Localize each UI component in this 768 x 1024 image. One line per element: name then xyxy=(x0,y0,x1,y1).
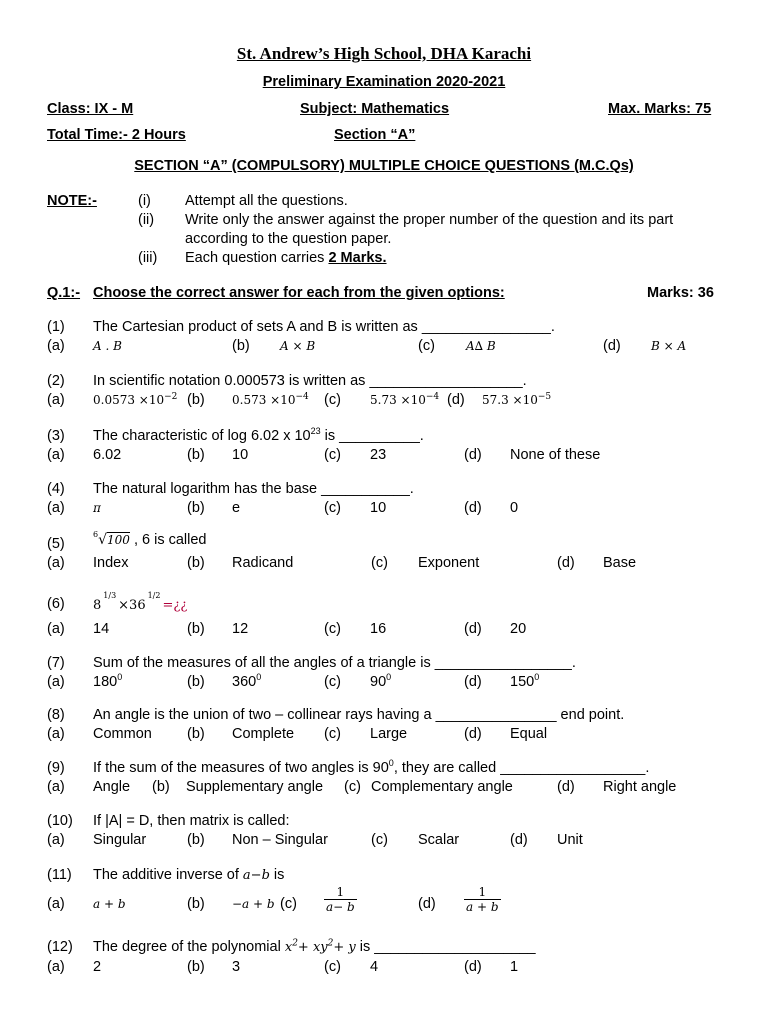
option-d: 1 xyxy=(510,959,519,975)
option-label-d: (d) xyxy=(464,674,482,690)
option-c: 4 xyxy=(370,959,379,975)
option-label-a: (a) xyxy=(47,896,65,912)
option-label-a: (a) xyxy=(47,674,65,690)
option-a: Index xyxy=(93,555,129,571)
note-bold: 2 Marks. xyxy=(328,250,387,266)
option-label-b: (b) xyxy=(187,959,205,975)
option-d: 20 xyxy=(510,621,527,637)
subject-label: Subject: Mathematics xyxy=(300,101,450,117)
question-text xyxy=(93,939,536,955)
total-time-label: Total Time:- 2 Hours xyxy=(47,127,186,143)
option-d: Equal xyxy=(510,726,548,742)
note-num: (i) xyxy=(138,193,151,209)
text-part: The characteristic of log 6.02 x 10 xyxy=(93,428,311,444)
question-number: (3) xyxy=(47,428,65,444)
exponent: −4 xyxy=(295,392,309,402)
text-part: , 6 is called xyxy=(129,532,207,548)
degree: 0 xyxy=(117,672,123,683)
degree: 0 xyxy=(534,672,540,683)
option-label-b: (b) xyxy=(187,555,205,571)
option-label-a: (a) xyxy=(47,392,65,408)
option-label-a: (a) xyxy=(47,832,65,848)
option-label-b: (b) xyxy=(187,392,205,408)
text-part: is ____________________ xyxy=(355,939,536,955)
math-expression: a−b xyxy=(242,868,270,883)
value: 360 xyxy=(232,674,257,690)
note-num: (ii) xyxy=(138,212,155,228)
question-text: The Cartesian product of sets A and B is written as ________________. xyxy=(93,319,555,335)
school-name: St. Andrew’s High School, DHA Karachi xyxy=(236,44,532,63)
polynomial xyxy=(285,940,356,955)
option-c xyxy=(324,885,357,914)
option-d xyxy=(510,674,539,690)
option-label-d: (d) xyxy=(557,779,575,795)
question-text: An angle is the union of two – collinear rays having a _______________ end point. xyxy=(93,707,625,723)
mantissa: 0.0573 ×10 xyxy=(93,393,165,407)
section-label: Section “A” xyxy=(334,127,416,143)
note-text: according to the question paper. xyxy=(185,231,392,247)
mantissa: 0.573 ×10 xyxy=(232,393,296,407)
option-b: 10 xyxy=(232,447,249,463)
question-number: (9) xyxy=(47,760,65,776)
option-b: Non – Singular xyxy=(232,832,328,848)
q1-number: Q.1:- xyxy=(47,285,81,301)
option-label-d: (d) xyxy=(447,392,465,408)
term: + xy xyxy=(297,940,328,955)
option-label-c: (c) xyxy=(371,832,388,848)
option-d: Right angle xyxy=(603,779,677,795)
note-text xyxy=(185,250,387,266)
question-text xyxy=(93,428,424,444)
option-d xyxy=(464,885,501,914)
question-number: (10) xyxy=(47,813,73,829)
question-text: If |A| = D, then matrix is called: xyxy=(93,813,290,829)
option-label-c: (c) xyxy=(280,896,297,912)
option-a: 14 xyxy=(93,621,110,637)
option-label-b: (b) xyxy=(187,447,205,463)
q1-label xyxy=(47,285,80,301)
option-c: Large xyxy=(370,726,408,742)
option-d: 0 xyxy=(510,500,519,516)
fraction xyxy=(464,885,501,914)
value: 90 xyxy=(370,674,387,690)
option-c: 23 xyxy=(370,447,387,463)
note-text: Attempt all the questions. xyxy=(185,193,348,209)
option-c: 10 xyxy=(370,500,387,516)
value: 180 xyxy=(93,674,118,690)
option-label-b: (b) xyxy=(187,621,205,637)
question-number: (1) xyxy=(47,319,65,335)
option-label-c: (c) xyxy=(324,674,341,690)
option-a: a + b xyxy=(93,897,126,911)
text-part: , they are called __________________. xyxy=(393,760,650,776)
exp-frac: 1/3 xyxy=(103,591,117,600)
option-label-c: (c) xyxy=(324,392,341,408)
text-part: is xyxy=(269,867,285,883)
question-number: (6) xyxy=(47,596,65,612)
option-c: A∆ B xyxy=(466,339,496,353)
option-label-c: (c) xyxy=(324,621,341,637)
question-text: Sum of the measures of all the angles of a triangle is _________________. xyxy=(93,655,576,671)
note-num: (iii) xyxy=(138,250,158,266)
mantissa: 5.73 ×10 xyxy=(370,393,426,407)
option-label-c: (c) xyxy=(324,959,341,975)
base-8: 8 xyxy=(93,598,102,613)
option-a xyxy=(93,674,122,690)
option-label-b: (b) xyxy=(232,338,250,354)
option-a: A . B xyxy=(93,339,122,353)
option-label-b: (b) xyxy=(187,500,205,516)
option-label-a: (a) xyxy=(47,338,65,354)
option-a xyxy=(93,393,177,407)
option-label-d: (d) xyxy=(603,338,621,354)
option-label-a: (a) xyxy=(47,555,65,571)
exponent-fraction xyxy=(101,591,118,600)
option-label-c: (c) xyxy=(344,779,361,795)
times-36: ×36 xyxy=(118,598,146,613)
option-a: Common xyxy=(93,726,152,742)
exponent: −2 xyxy=(164,392,178,402)
option-label-c: (c) xyxy=(324,726,341,742)
option-label-d: (d) xyxy=(464,959,482,975)
option-b: Supplementary angle xyxy=(186,779,324,795)
option-label-a: (a) xyxy=(47,959,65,975)
numerator: 1 xyxy=(336,885,345,899)
max-marks-label: Max. Marks: 75 xyxy=(608,101,712,117)
question-number: (5) xyxy=(47,536,65,552)
option-c xyxy=(370,674,391,690)
question-text xyxy=(93,532,207,548)
question-text: In scientific notation 0.000573 is written as ___________________. xyxy=(93,373,527,389)
question-number: (11) xyxy=(47,867,72,883)
option-label-d: (d) xyxy=(464,500,482,516)
option-label-b: (b) xyxy=(187,896,205,912)
option-b xyxy=(232,393,309,407)
question-number: (2) xyxy=(47,373,65,389)
option-b: e xyxy=(232,500,241,516)
note-text: Write only the answer against the proper number of the question and its part xyxy=(185,212,674,228)
option-label-a: (a) xyxy=(47,621,65,637)
value: 150 xyxy=(510,674,535,690)
equals-blank: =¿¿ xyxy=(162,598,188,613)
option-label-d: (d) xyxy=(510,832,528,848)
option-a: π xyxy=(93,501,101,515)
option-d xyxy=(482,393,551,407)
option-label-d: (d) xyxy=(464,447,482,463)
option-b: Complete xyxy=(232,726,295,742)
option-label-a: (a) xyxy=(47,779,65,795)
option-d: B × A xyxy=(651,339,687,353)
question-text xyxy=(93,867,284,883)
denominator: a + b xyxy=(466,900,499,914)
option-c: Complementary angle xyxy=(371,779,513,795)
degree: 0 xyxy=(386,672,392,683)
option-label-a: (a) xyxy=(47,447,65,463)
option-b: −a + b xyxy=(232,897,275,911)
text-part: The additive inverse of xyxy=(93,867,243,883)
note-label: NOTE:- xyxy=(47,193,97,209)
radical-sign: √ xyxy=(98,532,108,548)
power: 2 xyxy=(327,938,334,949)
option-label-a: (a) xyxy=(47,726,65,742)
question-expression xyxy=(93,590,187,618)
superscript: 23 xyxy=(310,426,321,437)
exam-title: Preliminary Examination 2020-2021 xyxy=(262,74,506,90)
option-b: 12 xyxy=(232,621,249,637)
section-title: SECTION “A” (COMPULSORY) MULTIPLE CHOICE QUESTIONS (M.C.Qs) xyxy=(134,158,634,174)
radical-index: 6 xyxy=(93,530,99,539)
power: 2 xyxy=(292,938,298,949)
option-label-c: (c) xyxy=(324,447,341,463)
option-b: A × B xyxy=(280,339,316,353)
option-d: None of these xyxy=(510,447,601,463)
option-label-b: (b) xyxy=(187,674,205,690)
term: + y xyxy=(333,940,356,955)
exponent: −4 xyxy=(425,392,440,402)
option-c: Scalar xyxy=(418,832,460,848)
option-label-c: (c) xyxy=(371,555,388,571)
exponent-fraction xyxy=(146,591,163,600)
numerator: 1 xyxy=(478,885,487,899)
option-label-c: (c) xyxy=(418,338,435,354)
question-number: (4) xyxy=(47,481,65,497)
option-label-b: (b) xyxy=(187,726,205,742)
option-label-d: (d) xyxy=(557,555,575,571)
option-label-b: (b) xyxy=(152,779,170,795)
option-label-d: (d) xyxy=(464,726,482,742)
option-label-d: (d) xyxy=(418,896,436,912)
question-text: The natural logarithm has the base ___________. xyxy=(93,481,414,497)
option-label-c: (c) xyxy=(324,500,341,516)
option-label-b: (b) xyxy=(187,832,205,848)
note-text-part: Each question carries xyxy=(185,250,329,266)
mantissa: 57.3 ×10 xyxy=(482,393,538,407)
fraction xyxy=(324,885,357,914)
text-part: The degree of the polynomial xyxy=(93,939,285,955)
option-c: Exponent xyxy=(418,555,480,571)
option-c: 16 xyxy=(370,621,387,637)
text-part: is __________. xyxy=(320,428,424,444)
q1-instruction: Choose the correct answer for each from the given options: xyxy=(93,285,505,301)
exp-frac: 1/2 xyxy=(147,591,161,600)
option-b: 3 xyxy=(232,959,241,975)
option-c xyxy=(370,393,439,407)
option-a: Singular xyxy=(93,832,147,848)
exponent: −5 xyxy=(537,392,552,402)
option-label-d: (d) xyxy=(464,621,482,637)
option-label-a: (a) xyxy=(47,500,65,516)
option-d: Unit xyxy=(557,832,583,848)
q1-marks: Marks: 36 xyxy=(647,285,714,301)
option-a: Angle xyxy=(93,779,131,795)
question-number: (8) xyxy=(47,707,65,723)
option-d: Base xyxy=(603,555,637,571)
option-a: 2 xyxy=(93,959,102,975)
class-label: Class: IX - M xyxy=(47,101,134,117)
question-text xyxy=(93,760,649,776)
radicand: 100 xyxy=(107,533,130,547)
option-a: 6.02 xyxy=(93,447,122,463)
text-part: If the sum of the measures of two angles is 90 xyxy=(93,760,389,776)
term: x xyxy=(284,940,293,955)
degree: 0 xyxy=(388,758,394,769)
option-b: Radicand xyxy=(232,555,294,571)
question-number: (12) xyxy=(47,939,73,955)
question-number: (7) xyxy=(47,655,65,671)
option-b xyxy=(232,674,261,690)
denominator: a− b xyxy=(326,900,355,914)
degree: 0 xyxy=(256,672,262,683)
